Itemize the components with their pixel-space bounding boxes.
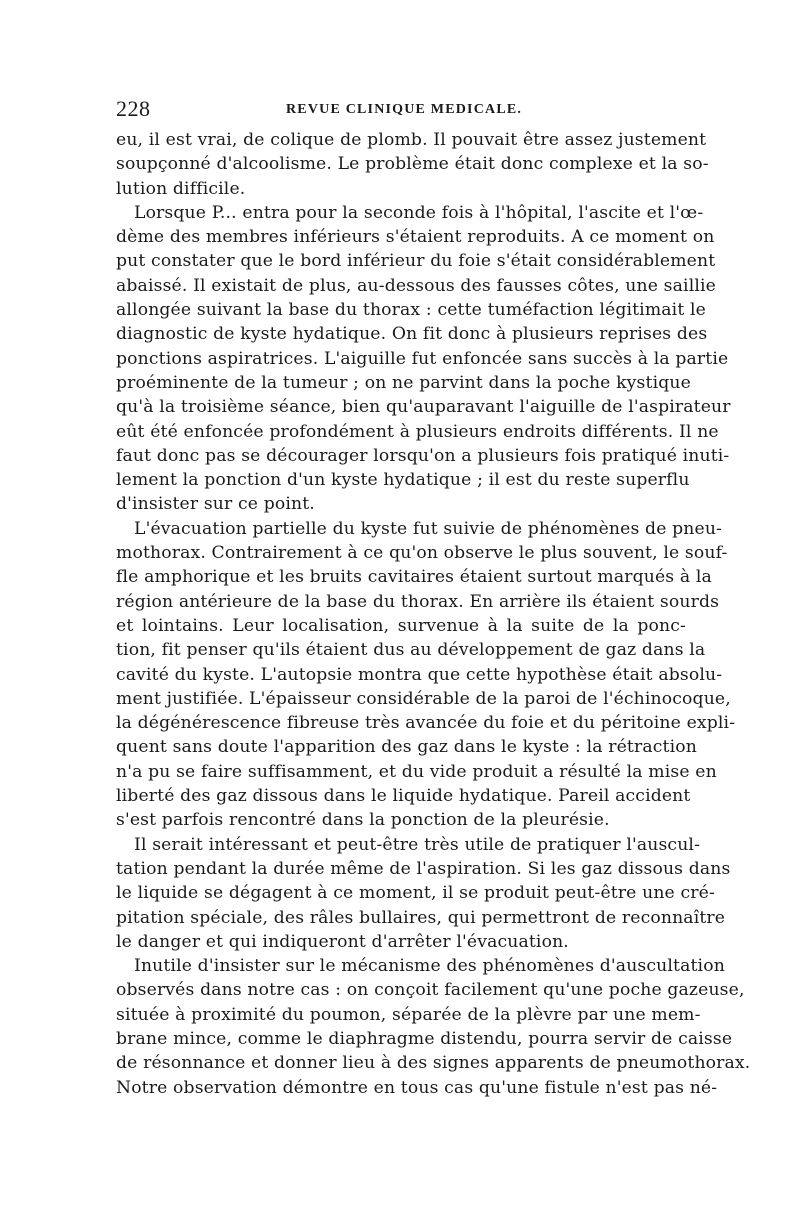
- text-line: eu, il est vrai, de colique de plomb. Il pouvait être assez justement: [116, 130, 707, 150]
- text-line: tation pendant la durée même de l'aspiration. Si les gaz dissous dans: [116, 858, 731, 879]
- text-line: put constater que le bord inférieur du foie s'était considérablement: [116, 251, 716, 272]
- text-line: cavité du kyste. L'autopsie montra que cette hypothèse était absolu-: [116, 664, 723, 685]
- text-line: eût été enfoncée profondément à plusieurs endroits différents. Il ne: [116, 421, 719, 442]
- text-line: la dégénérescence fibreuse très avancée du foie et du péritoine expli-: [116, 713, 736, 734]
- text-line: soupçonné d'alcoolisme. Le problème était donc complexe et la so-: [116, 154, 709, 175]
- text-line: faut donc pas se décourager lorsqu'on a plusieurs fois pratiqué inuti-: [116, 445, 730, 466]
- text-line: abaissé. Il existait de plus, au-dessous des fausses côtes, une saillie: [116, 275, 716, 296]
- text-line: pitation spéciale, des râles bullaires, qui permettront de reconnaître: [116, 907, 726, 928]
- page-header: [116, 96, 686, 126]
- text-line: L'évacuation partielle du kyste fut suivie de phénomènes de pneu-: [134, 518, 723, 539]
- text-line: s'est parfois rencontré dans la ponction de la pleurésie.: [116, 810, 610, 831]
- text-line: observés dans notre cas : on conçoit facilement qu'une poche gazeuse,: [116, 980, 745, 1001]
- text-line: tion, fit penser qu'ils étaient dus au développement de gaz dans la: [116, 640, 706, 661]
- body-text: [116, 128, 751, 1100]
- text-line: le danger et qui indiqueront d'arrêter l'évacuation.: [116, 931, 569, 952]
- text-line: Il serait intéressant et peut-être très utile de pratiquer l'auscul-: [134, 834, 701, 855]
- text-line: et lointains. Leur localisation, survenue à la suite de la ponc-: [116, 615, 686, 636]
- text-line: ment justifiée. L'épaisseur considérable de la paroi de l'échinocoque,: [116, 688, 731, 709]
- text-line: diagnostic de kyste hydatique. On fit donc à plusieurs reprises des: [116, 324, 708, 345]
- text-line: ponctions aspiratrices. L'aiguille fut enfoncée sans succès à la partie: [116, 348, 729, 369]
- text-line: brane mince, comme le diaphragme distendu, pourra servir de caisse: [116, 1028, 733, 1049]
- text-line: lution difficile.: [116, 178, 246, 199]
- text-line: Lorsque P... entra pour la seconde fois à l'hôpital, l'ascite et l'œ-: [134, 202, 704, 223]
- text-line: dème des membres inférieurs s'étaient reproduits. A ce moment on: [116, 227, 715, 248]
- text-line: mothorax. Contrairement à ce qu'on observe le plus souvent, le souf-: [116, 543, 728, 564]
- text-line: Notre observation démontre en tous cas qu'une fistule n'est pas né-: [116, 1077, 718, 1098]
- text-line: quent sans doute l'apparition des gaz dans le kyste : la rétraction: [116, 737, 697, 758]
- text-line: Inutile d'insister sur le mécanisme des phénomènes d'auscultation: [134, 956, 725, 977]
- text-line: le liquide se dégagent à ce moment, il se produit peut-être une cré-: [116, 883, 715, 904]
- text-line: n'a pu se faire suffisamment, et du vide produit a résulté la mise en: [116, 761, 717, 782]
- text-line: proéminente de la tumeur ; on ne parvint dans la poche kystique: [116, 372, 691, 393]
- text-line: fle amphorique et les bruits cavitaires étaient surtout marqués à la: [116, 567, 712, 588]
- text-line: d'insister sur ce point.: [116, 494, 315, 515]
- text-line: allongée suivant la base du thorax : cette tuméfaction légitimait le: [116, 300, 706, 321]
- page-number: 228: [116, 96, 151, 121]
- text-line: région antérieure de la base du thorax. En arrière ils étaient sourds: [116, 591, 720, 612]
- text-line: située à proximité du poumon, séparée de la plèvre par une mem-: [116, 1004, 701, 1025]
- running-head: REVUE CLINIQUE MEDICALE.: [286, 102, 523, 117]
- text-line: lement la ponction d'un kyste hydatique ; il est du reste superflu: [116, 470, 690, 491]
- text-line: de résonnance et donner lieu à des signes apparents de pneumothorax.: [116, 1053, 751, 1074]
- text-line: qu'à la troisième séance, bien qu'auparavant l'aiguille de l'aspirateur: [116, 397, 731, 418]
- text-line: liberté des gaz dissous dans le liquide hydatique. Pareil accident: [116, 786, 691, 807]
